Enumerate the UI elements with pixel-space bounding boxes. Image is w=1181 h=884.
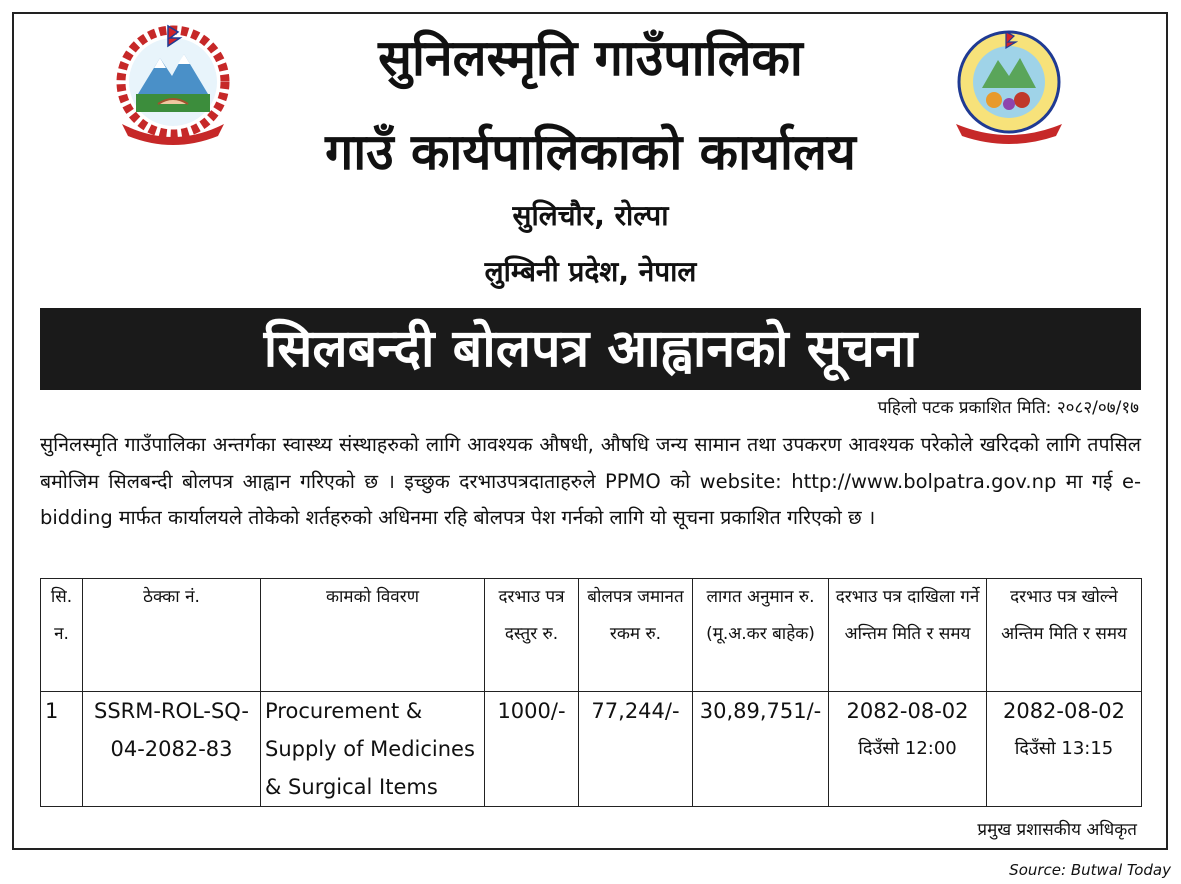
cell-contract-no: SSRM-ROL-SQ-04-2082-83: [83, 692, 261, 807]
tender-table: [40, 578, 1142, 807]
opening-time: दिउँसो 13:15: [1014, 738, 1114, 759]
header-opening-date: दरभाउ पत्र खोल्ने अन्तिम मिति र समय: [987, 579, 1142, 692]
municipality-name: सुनिलस्मृति गाउँपालिका: [378, 29, 803, 87]
header-bid-security: बोलपत्र जमानत रकम रु.: [579, 579, 693, 692]
submission-date: 2082-08-02: [846, 699, 969, 723]
banner-title: सिलबन्दी बोलपत्र आह्वानको सूचना: [263, 319, 918, 379]
cell-bid-security: 77,244/-: [579, 692, 693, 807]
signatory: प्रमुख प्रशासकीय अधिकृत: [977, 820, 1137, 840]
address-line-2: लुम्बिनी प्रदेश, नेपाल: [484, 255, 697, 288]
header-cost-estimate: लागत अनुमान रु. (मू.अ.कर बाहेक): [693, 579, 829, 692]
header-serial: सि. न.: [41, 579, 83, 692]
address-line-1: सुलिचौर, रोल्पा: [512, 199, 669, 232]
table-row: [41, 692, 1142, 807]
source-credit: Source: Butwal Today: [1009, 861, 1171, 879]
published-date: पहिलो पटक प्रकाशित मिति: २०८२/०७/१७: [877, 398, 1139, 418]
cell-cost-estimate: 30,89,751/-: [693, 692, 829, 807]
header-submission-deadline: दरभाउ पत्र दाखिला गर्ने अन्तिम मिति र समय: [829, 579, 987, 692]
notice-body: सुनिलस्मृति गाउँपालिका अन्तर्गका स्वास्थ्य संस्थाहरुको लागि आवश्यक औषधी, औषधि जन्य सामान तथा उपकरण आवश्यक परेकोले खरिदको लागि तपसिल बमोजिम सिलबन्दी बोलपत्र आह्वान गरिएको छ । इच्छुक दरभाउपत्रदाताहरुले PPMO को website: http://www.bolpatra.gov.np मा गई e-bidding मार्फत कार्यालयले तोकेको शर्तहरुको अधिनमा रहि बोलपत्र पेश गर्नको लागि यो सूचना प्रकाशित गरिएको छ ।: [40, 433, 1141, 529]
header-description: कामको विवरण: [261, 579, 485, 692]
table-header-row: [41, 579, 1142, 692]
header-fee: दरभाउ पत्र दस्तुर रु.: [485, 579, 579, 692]
cell-fee: 1000/-: [485, 692, 579, 807]
header-contract-no: ठेक्का नं.: [83, 579, 261, 692]
cell-opening: [987, 692, 1142, 807]
submission-time: दिउँसो 12:00: [858, 738, 957, 759]
notice-banner: [40, 308, 1141, 390]
cell-serial: 1: [41, 692, 83, 807]
cell-description: Procurement & Supply of Medicines & Surgical Items: [261, 692, 485, 807]
opening-date: 2082-08-02: [1002, 699, 1126, 723]
office-name: गाउँ कार्यपालिकाको कार्यालय: [325, 123, 856, 181]
cell-submission: [829, 692, 987, 807]
